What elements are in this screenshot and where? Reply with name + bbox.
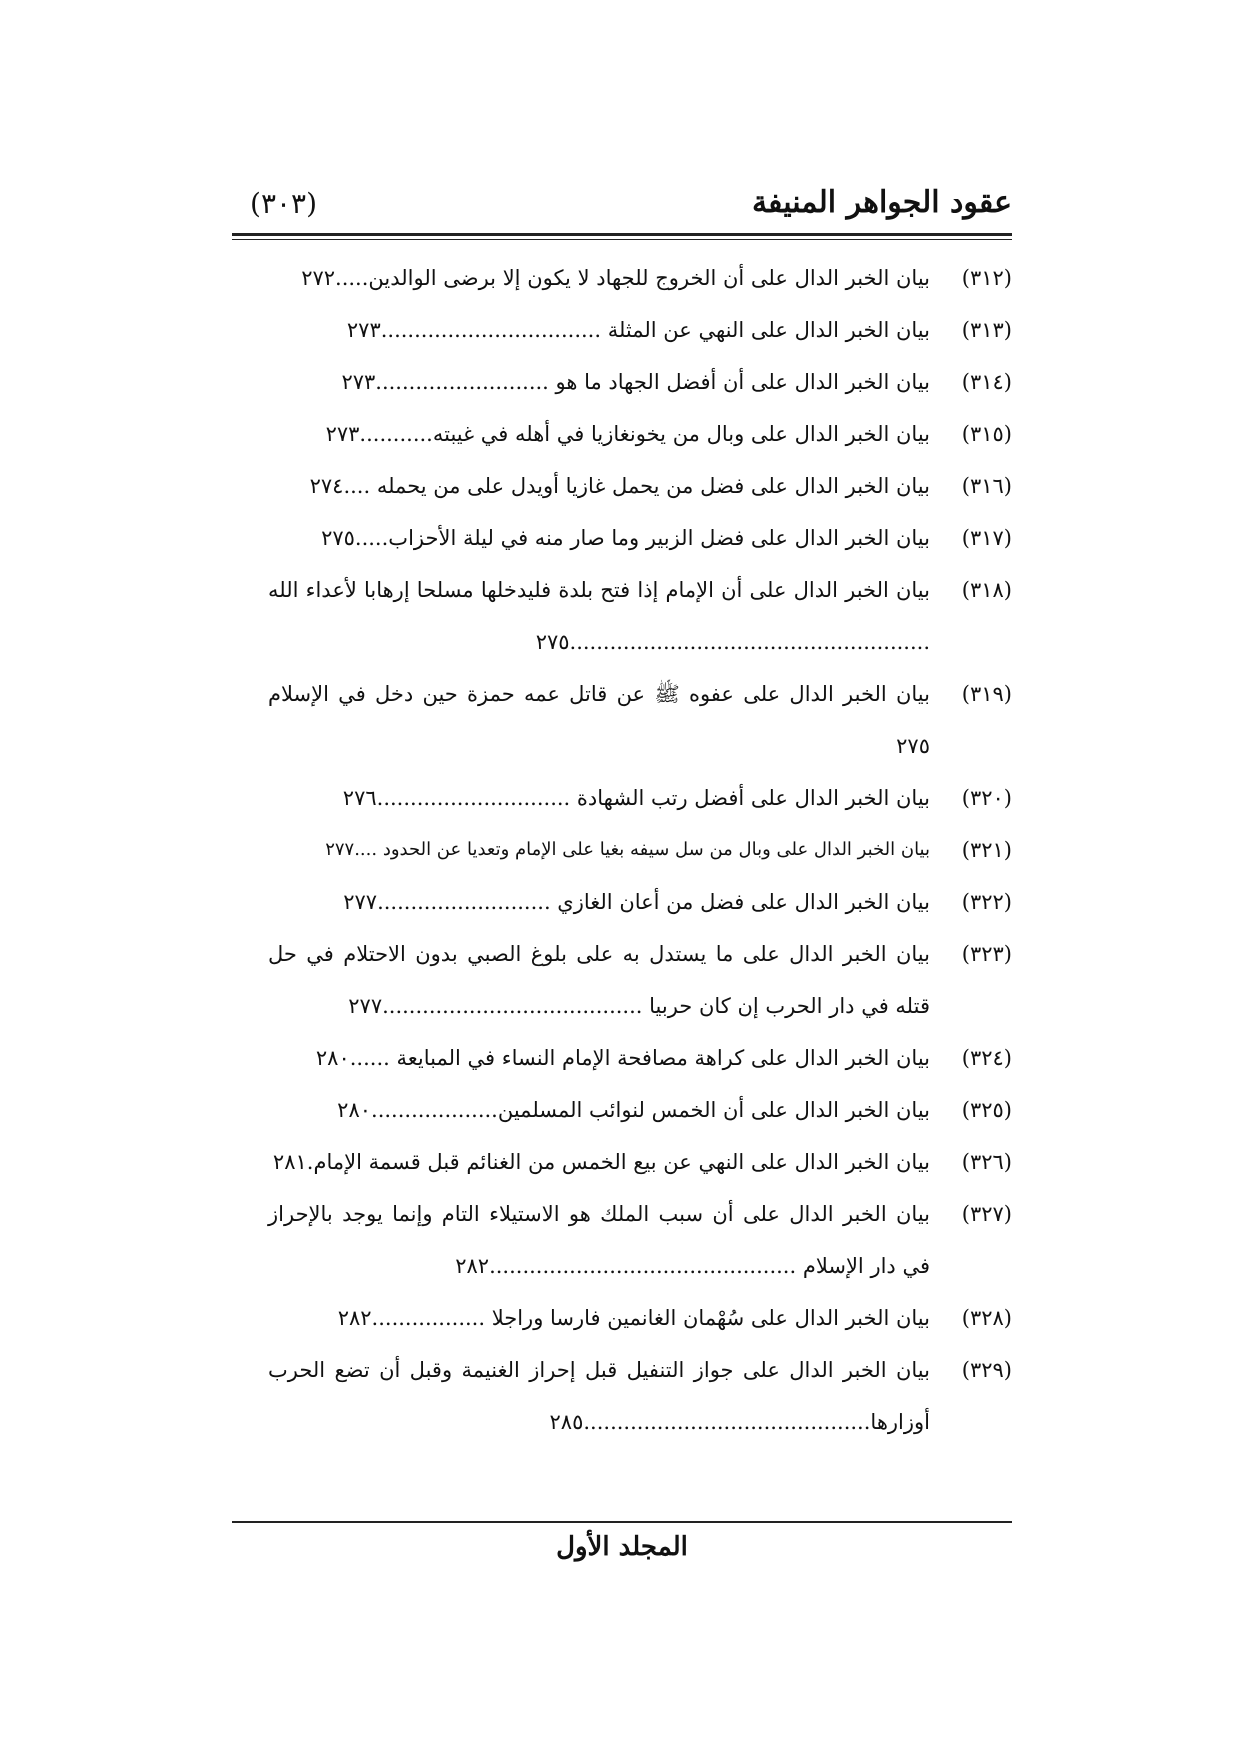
entry-number: (٣٢٦)	[961, 1150, 1012, 1174]
entry-title: بيان الخبر الدال على أن الخمس لنوائب المسلمين	[497, 1098, 930, 1122]
entry-title: بيان الخبر الدال على أن الخروج للجهاد لا يكون إلا برضى الوالدين	[368, 266, 930, 290]
dot-leader: ..........................	[375, 370, 556, 394]
entry-title: بيان الخبر الدال على وبال من يخونغازيا في أهله في غيبته	[432, 422, 930, 446]
entry-page-number: ٢٧٧	[348, 994, 383, 1018]
entry-title: بيان الخبر الدال على النهي عن بيع الخمس من الغنائم قبل قسمة الإمام	[313, 1150, 930, 1174]
entry-page-number: ٢٧٧	[325, 839, 355, 860]
entry-number: (٣٢٧)	[961, 1202, 1012, 1226]
entry-line	[268, 512, 930, 564]
entry-page-number: ٢٨٢	[337, 1306, 372, 1330]
dot-leader: .............................	[376, 786, 577, 810]
entry-line	[268, 1188, 930, 1292]
entry-number: (٣٢٩)	[961, 1358, 1012, 1382]
entry-title: بيان الخبر الدال على أفضل رتب الشهادة	[576, 786, 930, 810]
entry-line	[268, 252, 930, 304]
toc-entry	[268, 1032, 1012, 1084]
entry-number: (٣١٢)	[961, 266, 1012, 290]
dot-leader: ..........................	[377, 890, 558, 914]
toc-entry	[268, 1292, 1012, 1344]
entry-page-number: ٢٨٠	[337, 1098, 372, 1122]
entry-title: بيان الخبر الدال على وبال من سل سيفه بغيا على الإمام وتعديا عن الحدود	[382, 839, 930, 860]
page-number: (٣٠٣)	[250, 187, 317, 220]
entry-number: (٣٢٠)	[961, 786, 1012, 810]
entry-number: (٣١٧)	[961, 526, 1012, 550]
entry-number: (٣١٣)	[961, 318, 1012, 342]
header-divider-thick	[232, 233, 1012, 236]
footer-divider	[232, 1521, 1012, 1523]
book-title: عقود الجواهر المنيفة	[751, 185, 1012, 220]
dot-leader: .	[306, 1150, 314, 1174]
entry-number: (٣٢١)	[961, 838, 1012, 862]
volume-label: المجلد الأول	[556, 1532, 688, 1562]
dot-leader: ....	[343, 474, 377, 498]
entry-line	[268, 304, 930, 356]
toc-entry	[268, 408, 1012, 460]
page-header	[232, 185, 1012, 235]
entry-title: بيان الخبر الدال على سُهْمان الغانمين فارسا وراجلا	[491, 1306, 930, 1330]
table-of-contents	[268, 252, 1012, 1448]
entry-number: (٣١٦)	[961, 474, 1012, 498]
toc-entry	[268, 252, 1012, 304]
entry-title: بيان الخبر الدال على أن الإمام إذا فتح بلدة فليدخلها مسلحا إرهابا لأعداء الله	[268, 578, 930, 602]
entry-line	[268, 876, 930, 928]
entry-line	[268, 1344, 930, 1448]
entry-number: (٣١٨)	[961, 578, 1012, 602]
dot-leader: ..............................................	[489, 1254, 803, 1278]
entry-line	[268, 1084, 930, 1136]
entry-number: (٣١٥)	[961, 422, 1012, 446]
header-divider-thin	[232, 239, 1012, 240]
dot-leader: .....	[335, 266, 369, 290]
entry-line	[268, 1032, 930, 1084]
entry-title: بيان الخبر الدال على كراهة مصافحة الإمام النساء في المبايعة	[396, 1046, 930, 1070]
entry-page-number: ٢٨٢	[455, 1254, 490, 1278]
toc-entry	[268, 1136, 1012, 1188]
entry-page-number: ٢٧٦	[342, 786, 377, 810]
entry-title: بيان الخبر الدال على أن أفضل الجهاد ما هو	[555, 370, 930, 394]
entry-title: بيان الخبر الدال على فضل من أعان الغازي	[557, 890, 930, 914]
entry-line	[268, 1292, 930, 1344]
entry-title: بيان الخبر الدال على جواز التنفيل قبل إحراز الغنيمة وقبل أن تضع الحرب أوزارها	[268, 1358, 930, 1434]
toc-entry	[268, 772, 1012, 824]
entry-line	[268, 356, 930, 408]
toc-entry	[268, 564, 1012, 668]
entry-page-number: ٢٧٤	[309, 474, 344, 498]
entry-title: بيان الخبر الدال على فضل من يحمل غازيا أويدل على من يحمله	[376, 474, 930, 498]
dot-leader: ....	[354, 839, 383, 860]
entry-page-number: ٢٧٥	[535, 630, 570, 654]
entry-line	[268, 824, 930, 876]
entry-page-number: ٢٧٢	[301, 266, 336, 290]
dot-leader: .................	[371, 1306, 492, 1330]
toc-entry	[268, 1344, 1012, 1448]
toc-entry	[268, 356, 1012, 408]
entry-title: بيان الخبر الدال على ما يستدل به على بلوغ الصبي بدون الاحتلام في حل قتله في دار الحرب إن كان حربيا	[268, 942, 930, 1018]
entry-page-number: ٢٨٠	[315, 1046, 350, 1070]
dot-leader: ...................	[371, 1098, 498, 1122]
entry-line	[268, 408, 930, 460]
entry-title: بيان الخبر الدال على النهي عن المثلة	[607, 318, 930, 342]
entry-line	[268, 1136, 930, 1188]
dot-leader: ......................................................	[569, 630, 930, 654]
entry-title: بيان الخبر الدال على فضل الزبير وما صار منه في ليلة الأحزاب	[388, 526, 930, 550]
entry-line	[268, 564, 930, 668]
entry-line	[268, 928, 930, 1032]
entry-number: (٣٢٥)	[961, 1098, 1012, 1122]
toc-entry	[268, 824, 1012, 876]
entry-page-number: ٢٨١	[272, 1150, 307, 1174]
toc-entry	[268, 1188, 1012, 1292]
entry-title: بيان الخبر الدال على عفوه ﷺ عن قاتل عمه حمزة حين دخل في الإسلام	[268, 682, 930, 706]
entry-page-number: ٢٧٣	[325, 422, 360, 446]
entry-page-number: ٢٧٥	[321, 526, 355, 550]
entry-number: (٣١٩)	[961, 682, 1012, 706]
entry-page-number: ٢٧٣	[346, 318, 381, 342]
entry-number: (٣٢٢)	[961, 890, 1012, 914]
dot-leader: ...........................................	[583, 1410, 871, 1434]
entry-line	[268, 772, 930, 824]
entry-page-number: ٢٧٥	[896, 734, 930, 758]
entry-line	[268, 668, 930, 772]
entry-number: (٣٢٣)	[961, 942, 1012, 966]
entry-page-number: ٢٧٣	[341, 370, 376, 394]
toc-entry	[268, 928, 1012, 1032]
entry-number: (٣٢٨)	[961, 1306, 1012, 1330]
dot-leader: .......................................	[382, 994, 650, 1018]
entry-page-number: ٢٧٧	[343, 890, 378, 914]
dot-leader: ...........	[359, 422, 433, 446]
toc-entry	[268, 304, 1012, 356]
dot-leader: .....	[354, 526, 389, 550]
entry-page-number: ٢٨٥	[549, 1410, 584, 1434]
dot-leader: ......	[349, 1046, 397, 1070]
entry-line	[268, 460, 930, 512]
toc-entry	[268, 668, 1012, 772]
dot-leader: .................................	[380, 318, 608, 342]
toc-entry	[268, 460, 1012, 512]
entry-title: بيان الخبر الدال على أن سبب الملك هو الاستيلاء التام وإنما يوجد بالإحراز في دار الإسلام	[268, 1202, 930, 1278]
toc-entry	[268, 1084, 1012, 1136]
entry-number: (٣١٤)	[961, 370, 1012, 394]
toc-entry	[268, 876, 1012, 928]
entry-number: (٣٢٤)	[961, 1046, 1012, 1070]
toc-entry	[268, 512, 1012, 564]
